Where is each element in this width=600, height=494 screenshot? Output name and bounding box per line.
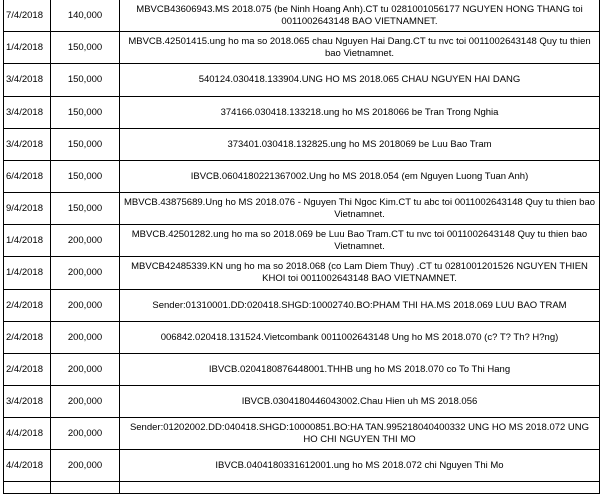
description-cell: IBVCB.0304180446043002.Chau Hien uh MS 2018.056 [120,386,600,418]
amount-cell: 150,000 [51,129,120,161]
description-cell: IBVCB.0204180876448001.THHB ung ho MS 2018.070 co To Thi Hang [120,354,600,386]
description-cell: MBVCB.42501282.ung ho ma so 2018.069 be Luu Bao Tram.CT tu nvc toi 0011002643148 Quy tu thien bao Vietnamnet. [120,225,600,257]
date-cell: 9/4/2018 [4,193,51,225]
date-cell: 6/4/2018 [4,161,51,193]
transactions-table [3,0,600,494]
table-row [4,354,600,386]
amount-cell: 200,000 [51,257,120,290]
table-row [4,257,600,290]
date-cell: 3/4/2018 [4,64,51,97]
amount-cell: 140,000 [51,0,120,32]
table-row [4,418,600,450]
description-cell: IBVCB.0404180331612001.ung ho MS 2018.072 chi Nguyen Thi Mo [120,450,600,482]
table-row [4,64,600,97]
description-cell: IBVCB.0604180221367002.Ung ho MS 2018.054 (em Nguyen Luong Tuan Anh) [120,161,600,193]
date-cell: 4/4/2018 [4,450,51,482]
date-cell [4,482,51,494]
date-cell: 3/4/2018 [4,386,51,418]
date-cell: 1/4/2018 [4,225,51,257]
amount-cell: 150,000 [51,193,120,225]
table-row [4,161,600,193]
description-cell: Sender:01310001.DD:020418.SHGD:10002740.BO:PHAM THI HA.MS 2018.069 LUU BAO TRAM [120,290,600,322]
table-row [4,225,600,257]
description-cell: MBVCB42485339.KN ung ho ma so 2018.068 (co Lam Diem Thuy) .CT tu 0281001201526 NGUYEN THIEN KHOI toi 0011002643148 BAO VIETNAMNET. [120,257,600,290]
description-cell: MBVCB.42501415.ung ho ma so 2018.065 chau Nguyen Hai Dang.CT tu nvc toi 0011002643148 Quy tu thien bao Vietnamnet. [120,32,600,64]
table-row [4,32,600,64]
date-cell: 4/4/2018 [4,418,51,450]
table-row [4,386,600,418]
description-cell: 540124.030418.133904.UNG HO MS 2018.065 CHAU NGUYEN HAI DANG [120,64,600,97]
amount-cell: 200,000 [51,225,120,257]
amount-cell: 200,000 [51,290,120,322]
amount-cell: 200,000 [51,322,120,354]
description-cell: 006842.020418.131524.Vietcombank 0011002643148 Ung ho MS 2018.070 (c? T? Th? H?ng) [120,322,600,354]
table-row [4,129,600,161]
date-cell: 2/4/2018 [4,354,51,386]
date-cell: 1/4/2018 [4,32,51,64]
description-cell: MBVCB43606943.MS 2018.075 (be Ninh Hoang Anh).CT tu 0281001056177 NGUYEN HONG THANG toi 0011002643148 BAO VIETNAMNET. [120,0,600,32]
amount-cell: 200,000 [51,450,120,482]
date-cell: 2/4/2018 [4,290,51,322]
table-row [4,482,600,494]
amount-cell [51,482,120,494]
table-row [4,0,600,32]
date-cell: 2/4/2018 [4,322,51,354]
date-cell: 3/4/2018 [4,129,51,161]
table-row [4,193,600,225]
table-row [4,290,600,322]
description-cell: MBVCB.43875689.Ung ho MS 2018.076 - Nguyen Thi Ngoc Kim.CT tu abc toi 0011002643148 Quy tu thien bao Vietnamnet. [120,193,600,225]
amount-cell: 200,000 [51,354,120,386]
table-row [4,450,600,482]
date-cell: 1/4/2018 [4,257,51,290]
amount-cell: 200,000 [51,418,120,450]
amount-cell: 150,000 [51,32,120,64]
amount-cell: 200,000 [51,386,120,418]
amount-cell: 150,000 [51,161,120,193]
date-cell: 3/4/2018 [4,97,51,129]
description-cell: 373401.030418.132825.ung ho MS 2018069 be Luu Bao Tram [120,129,600,161]
description-cell [120,482,600,494]
description-cell: Sender:01202002.DD:040418.SHGD:10000851.BO:HA TAN.995218040400332 UNG HO MS 2018.072 UNG HO CHI NGUYEN THI MO [120,418,600,450]
amount-cell: 150,000 [51,97,120,129]
table-row [4,97,600,129]
date-cell: 7/4/2018 [4,0,51,32]
table-row [4,322,600,354]
description-cell: 374166.030418.133218.ung ho MS 2018066 be Tran Trong Nghia [120,97,600,129]
amount-cell: 150,000 [51,64,120,97]
